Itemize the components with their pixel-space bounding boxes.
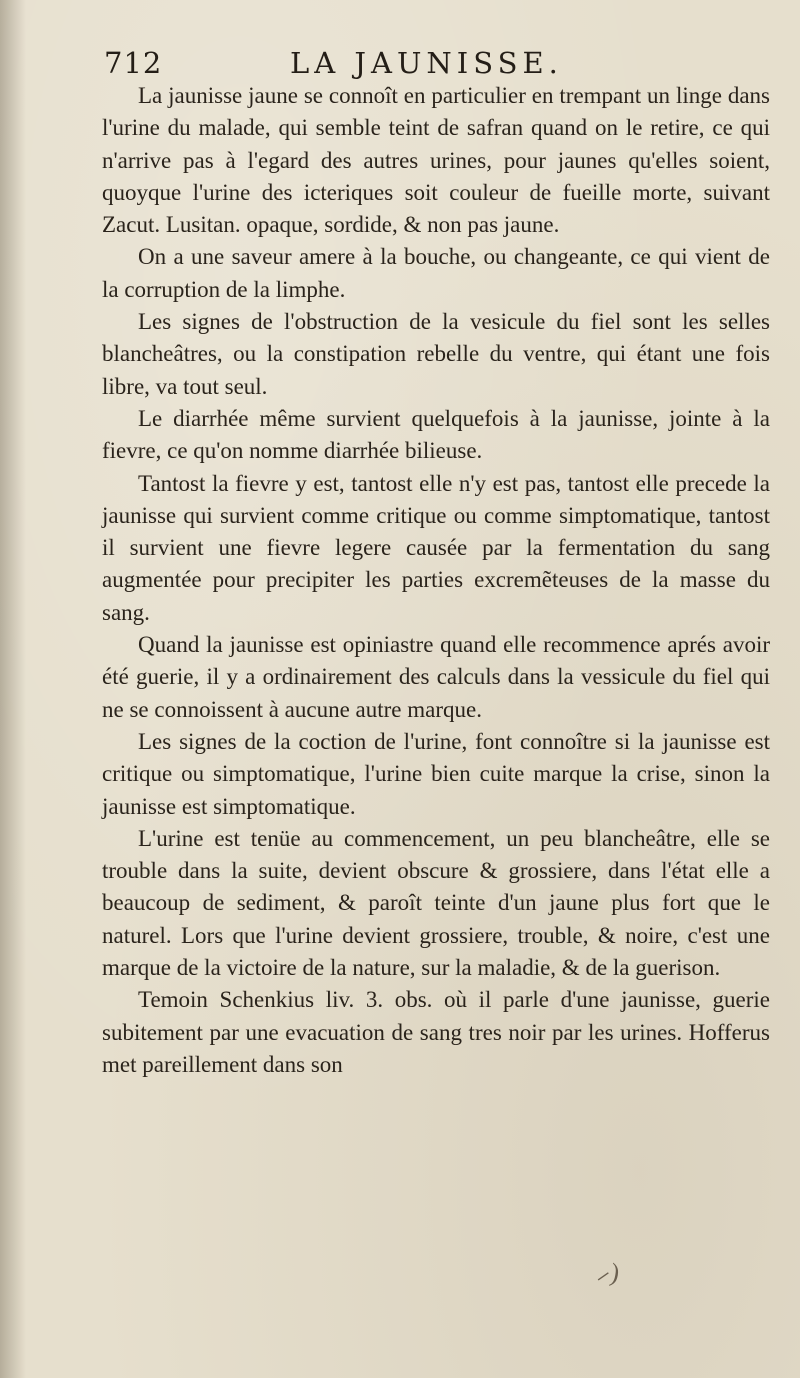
paragraph-obstruction-signs: Les signes de l'obstruction de la vesicule du fiel sont les selles blancheâtres, ou la constipation rebelle du ventre, qui étant une fois libre, va tout seul. xyxy=(102,309,770,399)
paragraph-urine-course: L'urine est tenüe au commencement, un peu blancheâtre, elle se trouble dans la suite, devient obscure & grossiere, dans l'état elle a beaucoup de sediment, & paroît teinte d'un jaune plus fort que le naturel. Lors que l'urine devient grossiere, trouble, & noire, c'est une marque de la victoire de la nature, sur la maladie, & de la guerison. xyxy=(102,825,770,981)
paragraph-fever: Tantost la fievre y est, tantost elle n'y est pas, tantost elle precede la jaunisse qui survient comme critique ou comme simptomatique, tantost il survient une fievre legere causée par la fermentation du sang augmentée pour precipiter les parties excremẽteuses de la masse du sang. xyxy=(102,470,770,625)
paragraph-schenkius: Temoin Schenkius liv. 3. obs. où il parle d'une jaunisse, guerie subitement par une evacuation de sang tres noir par les urines. Hofferus met pareillement dans son xyxy=(102,987,770,1077)
paragraph-urine-test: La jaunisse jaune se connoît en particulier en trempant un linge dans l'urine du malade, qui semble teint de safran quand on le retire, ce qui n'arrive pas à l'egard des autres urines, pour jaunes qu'elles soient, quoyque l'urine des icteriques soit couleur de fueille morte, suivant Zacut. Lusitan. opaque, sordide, & non pas jaune. xyxy=(102,83,770,238)
paragraph-diarrhea: Le diarrhée même survient quelquefois à la jaunisse, jointe à la fievre, ce qu'on nomme diarrhée bilieuse. xyxy=(102,405,770,464)
page-number: 712 xyxy=(104,46,163,80)
running-head: LA JAUNISSE. xyxy=(290,46,563,80)
pencil-mark: ⸝) xyxy=(595,1255,622,1288)
paragraph-coction-signs: Les signes de la coction de l'urine, font connoître si la jaunisse est critique ou simptomatique, l'urine bien cuite marque la crise, sinon la jaunisse est simptomatique. xyxy=(102,728,770,819)
body-text xyxy=(102,80,770,1081)
paragraph-bitter-taste: On a une saveur amere à la bouche, ou changeante, ce qui vient de la corruption de la limphe. xyxy=(102,244,770,302)
paragraph-stubborn-jaundice: Quand la jaunisse est opiniastre quand elle recommence aprés avoir été guerie, il y a ordinairement des calculs dans la vessicule du fiel qui ne se connoissent à aucune autre marque. xyxy=(102,632,770,722)
binding-shadow xyxy=(0,0,26,1378)
